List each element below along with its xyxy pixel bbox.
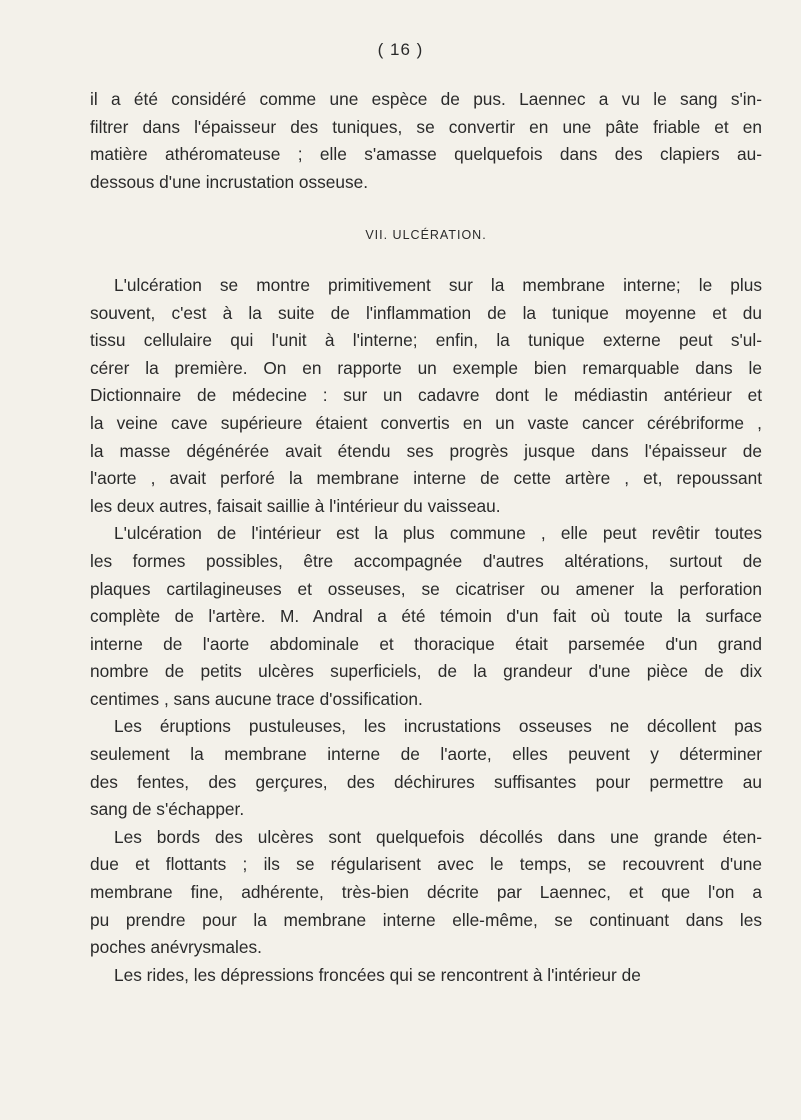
text-line: L'ulcération se montre primitivement sur la membrane interne; le plus — [114, 274, 762, 295]
paragraph — [90, 824, 762, 962]
text-after-heading — [90, 272, 762, 989]
text-line: Dictionnaire de médecine : sur un cadavre dont le médiastin antérieur et — [90, 385, 762, 406]
text-line: souvent, c'est à la suite de l'inflammation de la tunique moyenne et du — [90, 302, 762, 323]
text-line: sang de s'échapper. — [90, 799, 245, 820]
text-before-heading — [90, 86, 762, 196]
text-line: seulement la membrane interne de l'aorte, elles peuvent y déterminer — [90, 744, 762, 765]
text-line: il a été considéré comme une espèce de pus. Laennec a vu le sang s'in- — [90, 89, 762, 109]
text-line: les formes possibles, être accompagnée d'autres altérations, surtout de — [90, 550, 762, 571]
text-line: dessous d'une incrustation osseuse. — [90, 171, 369, 192]
page-number: ( 16 ) — [377, 40, 424, 59]
text-line: matière athéromateuse ; elle s'amasse quelquefois dans des clapiers au- — [90, 144, 762, 165]
text-line: la veine cave supérieure étaient convertis en un vaste cancer cérébriforme , — [90, 412, 762, 433]
text-line: cérer la première. On en rapporte un exemple bien remarquable dans le — [90, 357, 762, 378]
text-line: Les rides, les dépressions froncées qui se rencontrent à l'intérieur de — [114, 964, 641, 985]
text-line: due et flottants ; ils se régularisent avec le temps, se recouvrent d'une — [90, 854, 762, 875]
paragraph — [90, 962, 762, 990]
text-line: l'aorte , avait perforé la membrane interne de cette artère , et, repoussant — [90, 468, 762, 489]
paragraph — [90, 520, 762, 713]
paragraph — [90, 86, 762, 196]
text-line: pu prendre pour la membrane interne elle-même, se continuant dans les — [90, 909, 762, 930]
text-line: filtrer dans l'épaisseur des tuniques, se convertir en une pâte friable et en — [90, 116, 762, 137]
text-line: membrane fine, adhérente, très-bien décrite par Laennec, et que l'on a — [90, 882, 762, 903]
text-line: plaques cartilagineuses et osseuses, se cicatriser ou amener la perforation — [90, 578, 762, 599]
text-line: centimes , sans aucune trace d'ossification. — [90, 688, 423, 709]
text-line: Les bords des ulcères sont quelquefois décollés dans une grande éten- — [114, 826, 762, 847]
text-line: L'ulcération de l'intérieur est la plus commune , elle peut revêtir toutes — [114, 523, 762, 544]
section-heading: VII. ULCÉRATION. — [365, 228, 487, 243]
text-line: Les éruptions pustuleuses, les incrustations osseuses ne décollent pas — [114, 716, 762, 737]
text-line: nombre de petits ulcères superficiels, de la grandeur d'une pièce de dix — [90, 661, 762, 682]
body-text — [90, 86, 762, 989]
text-line: poches anévrysmales. — [90, 937, 262, 958]
paragraph — [90, 272, 762, 520]
paragraph — [90, 713, 762, 823]
text-line: des fentes, des gerçures, des déchirures suffisantes pour permettre au — [90, 771, 762, 792]
text-line: les deux autres, faisait saillie à l'intérieur du vaisseau. — [90, 495, 501, 516]
text-line: interne de l'aorte abdominale et thoracique était parsemée d'un grand — [90, 633, 762, 654]
text-line: tissu cellulaire qui l'unit à l'interne; enfin, la tunique externe peut s'ul- — [90, 330, 762, 351]
text-line: la masse dégénérée avait étendu ses progrès jusque dans l'épaisseur de — [90, 440, 762, 461]
text-line: complète de l'artère. M. Andral a été témoin d'un fait où toute la surface — [90, 606, 762, 627]
